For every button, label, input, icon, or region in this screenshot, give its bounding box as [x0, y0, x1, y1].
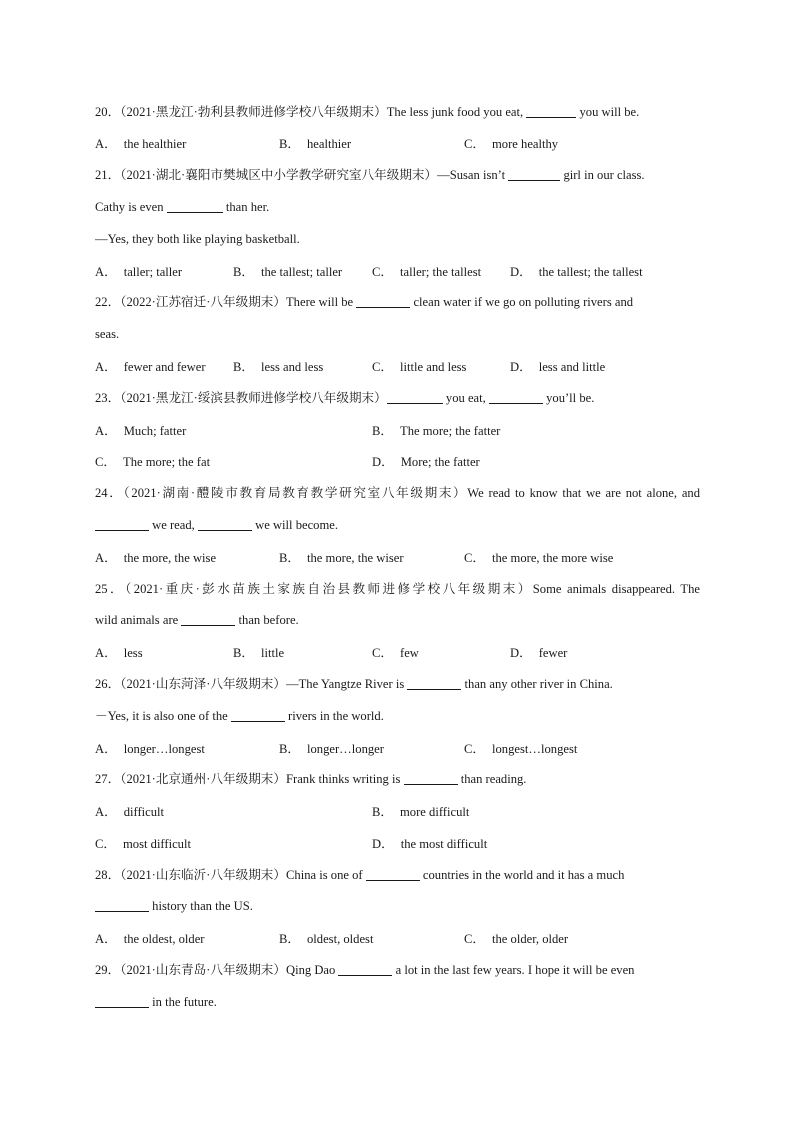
option-c: C． little and less [372, 360, 467, 374]
question-text: than any other river in China. [464, 677, 613, 691]
option-c: C． the older, older [464, 932, 569, 946]
question-text: you will be. [579, 105, 640, 119]
option-d: D． the tallest; the tallest [510, 265, 643, 279]
option-c: C． most difficult [95, 837, 191, 851]
question-24 [95, 483, 700, 503]
option-b: B． less and less [233, 360, 324, 374]
option-b: B． oldest, oldest [279, 932, 374, 946]
question-26-line-2: －Yes, it is also one of the rivers in the world. [95, 709, 384, 723]
question-26 [95, 674, 700, 694]
question-text: countries in the world and it has a much [422, 868, 625, 882]
option-a: A． less [95, 646, 143, 660]
question-text: than reading. [460, 772, 527, 786]
answer-blank [404, 770, 458, 785]
answer-blank [198, 516, 252, 531]
option-b: B． healthier [279, 137, 352, 151]
question-20 [95, 102, 700, 122]
option-a: A． taller; taller [95, 265, 183, 279]
option-a: A． difficult [95, 805, 165, 819]
answer-blank [231, 707, 285, 722]
question-text: 20．（2021·黑龙江·勃利县教师进修学校八年级期末）The less junk food you eat, [95, 105, 524, 119]
option-d: D． the most difficult [372, 837, 488, 851]
option-d: D． fewer [510, 646, 568, 660]
question-text: 22．（2022·江苏宿迁·八年级期末）There will be [95, 295, 354, 309]
option-a: A． longer…longest [95, 742, 205, 756]
option-b: B． more difficult [372, 805, 470, 819]
question-text: 29．（2021·山东青岛·八年级期末）Qing Dao [95, 963, 336, 977]
question-29-line-2: in the future. [95, 992, 700, 1012]
question-28 [95, 865, 700, 885]
answer-blank [356, 293, 410, 308]
question-21-line-2: Cathy is even than her. [95, 200, 270, 214]
option-c: C． taller; the tallest [372, 265, 482, 279]
answer-blank [95, 897, 149, 912]
question-text: 23．（2021·黑龙江·绥滨县教师进修学校八年级期末） [95, 391, 387, 405]
option-a: A． Much; fatter [95, 424, 187, 438]
answer-blank [181, 611, 235, 626]
question-text: 28．（2021·山东临沂·八年级期末）China is one of [95, 868, 363, 882]
question-21-line-3: —Yes, they both like playing basketball. [95, 232, 300, 246]
question-23: 23．（2021·黑龙江·绥滨县教师进修学校八年级期末） you eat, you’ll be. [95, 391, 595, 405]
question-text: 27．（2021·北京通州·八年级期末）Frank thinks writing is [95, 772, 401, 786]
question-22-line-2: seas. [95, 327, 120, 341]
option-b: B． longer…longer [279, 742, 384, 756]
answer-blank [338, 961, 392, 976]
option-c: C． the more, the more wise [464, 551, 614, 565]
question-25 [95, 579, 700, 599]
option-b: B． The more; the fatter [372, 424, 501, 438]
answer-blank [167, 198, 223, 213]
question-text: 26．（2021·山东菏泽·八年级期末）—The Yangtze River is [95, 677, 405, 691]
question-text: a lot in the last few years. I hope it will be even [395, 963, 635, 977]
question-text: 21．（2021·湖北·襄阳市樊城区中小学教学研究室八年级期末）—Susan isn’t [95, 168, 506, 182]
question-28-line-2: history than the US. [95, 896, 700, 916]
option-b: B． little [233, 646, 285, 660]
option-a: A． the more, the wise [95, 551, 217, 565]
option-c: C． longest…longest [464, 742, 578, 756]
option-b: B． the more, the wiser [279, 551, 404, 565]
question-27 [95, 769, 700, 789]
option-c: C． few [372, 646, 419, 660]
answer-blank [407, 675, 461, 690]
question-21 [95, 165, 700, 185]
answer-blank [95, 993, 149, 1008]
answer-blank [366, 866, 420, 881]
question-22 [95, 292, 700, 312]
answer-blank [95, 516, 149, 531]
question-24-line-2: we read, we will become. [95, 515, 700, 535]
option-a: A． fewer and fewer [95, 360, 206, 374]
question-text: 25．（2021·重庆·彭水苗族土家族自治县教师进修学校八年级期末）Some animals disappeared. The [95, 582, 700, 596]
answer-blank [387, 389, 443, 404]
question-text: clean water if we go on polluting rivers and [413, 295, 634, 309]
option-a: A． the healthier [95, 137, 187, 151]
option-d: D． More; the fatter [372, 455, 480, 469]
option-c: C． more healthy [464, 137, 559, 151]
answer-blank [508, 166, 560, 181]
question-text: 24．（2021·湖南·醴陵市教育局教育教学研究室八年级期末）We read to know that we are not alone, and [95, 486, 700, 500]
question-29 [95, 960, 700, 980]
question-text: girl in our class. [563, 168, 645, 182]
answer-blank [526, 103, 576, 118]
option-d: D． less and little [510, 360, 606, 374]
question-25-line-2: wild animals are than before. [95, 613, 299, 627]
option-c: C． The more; the fat [95, 455, 211, 469]
option-b: B． the tallest; taller [233, 265, 343, 279]
answer-blank [489, 389, 543, 404]
option-a: A． the oldest, older [95, 932, 205, 946]
